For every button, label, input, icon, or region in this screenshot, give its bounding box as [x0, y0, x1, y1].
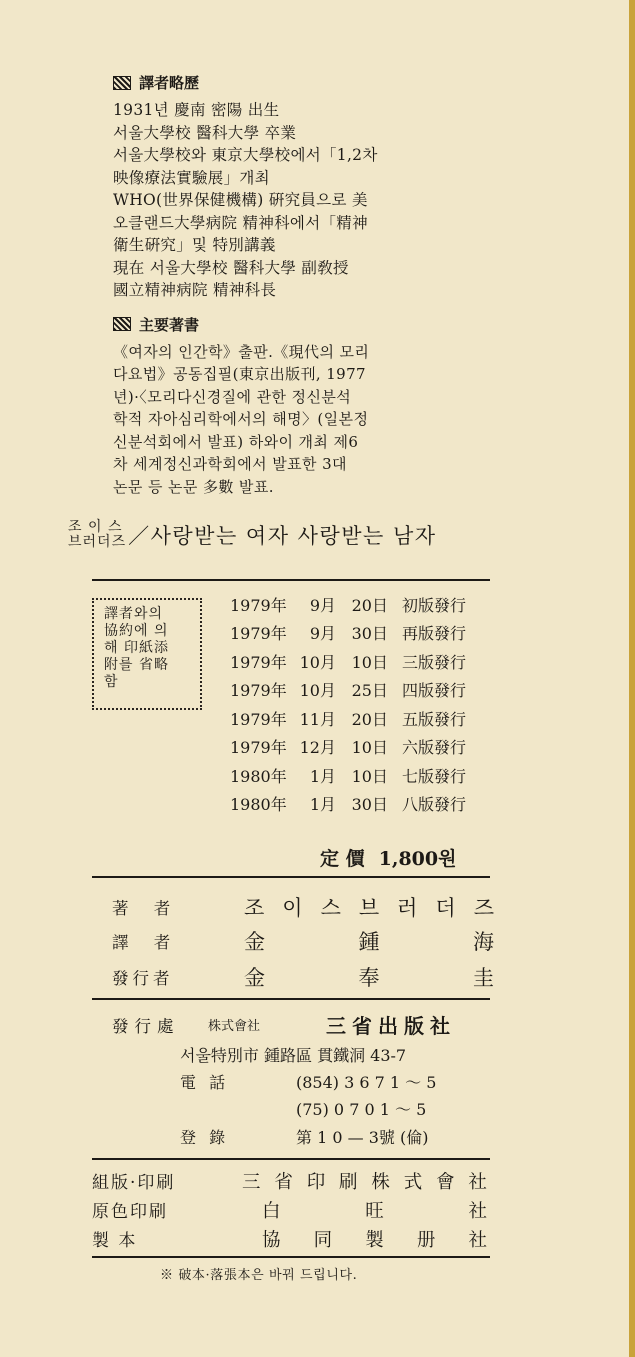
- bio-line: 서울大學校 醫科大學 卒業: [113, 123, 297, 142]
- production-value: [242, 1226, 487, 1252]
- divider: [92, 579, 490, 581]
- credit-char: 러: [397, 896, 418, 920]
- edition-day: 25日: [351, 681, 388, 701]
- author-name-bottom: 브러더즈: [68, 534, 127, 550]
- edition-year: 1979年: [230, 652, 287, 672]
- seal-note-line: 함: [104, 674, 119, 690]
- edition-row: [230, 590, 495, 619]
- production-value: [242, 1197, 487, 1223]
- address-text: 서울特別市 鍾路區 貫鐵洞 43-7: [180, 1046, 407, 1065]
- production-char: 印: [306, 1172, 326, 1193]
- credit-char: 즈: [473, 896, 494, 920]
- translator-bio: [113, 72, 485, 498]
- translator-credit: [112, 926, 494, 956]
- works-heading: [113, 314, 485, 335]
- author-credit-value: [196, 892, 494, 922]
- edition-label: 五版發行: [402, 709, 467, 729]
- registration-label: 登 錄: [180, 1128, 230, 1147]
- bio-line: 서울大學校와 東京大學校에서「1,2차: [113, 146, 378, 164]
- credit-char: 圭: [473, 966, 494, 990]
- translator-credit-label: 譯 者: [112, 933, 181, 952]
- production-char: 社: [468, 1172, 487, 1193]
- edition-label: 再版發行: [402, 624, 467, 644]
- edition-label: 三版發行: [402, 652, 467, 672]
- production-char: 白: [262, 1201, 281, 1222]
- publisher-credit: [112, 962, 494, 992]
- works-line: 년)·〈모리다신경질에 관한 정신분석: [113, 387, 352, 406]
- address: [180, 1043, 490, 1066]
- registration-number: 第 1 0 — 3號 (倫): [296, 1128, 429, 1147]
- edition-row: [230, 790, 495, 819]
- edition-month: 12月: [299, 738, 336, 758]
- credit-char: 奉: [358, 966, 380, 990]
- edition-label: 四版發行: [402, 681, 467, 701]
- phone-number-2: (75) 0 7 0 1 ～ 5: [296, 1100, 427, 1119]
- credit-char: 이: [282, 896, 303, 920]
- footnote: ※ 破本·落張本은 바꿔 드립니다.: [160, 1268, 358, 1283]
- credit-char: 스: [320, 896, 341, 920]
- credit-char: 金: [244, 966, 265, 990]
- production-char: 製: [365, 1230, 384, 1251]
- page-edge: [629, 0, 635, 1357]
- credit-char: 조: [244, 896, 265, 920]
- works-line: 논문 등 논문 多數 발표.: [113, 477, 274, 496]
- works-line: 신분석회에서 발표) 하와이 개최 제6: [113, 432, 359, 451]
- publishing-house: [112, 1010, 490, 1039]
- production-char: 社: [468, 1201, 487, 1222]
- edition-label: 六版發行: [402, 738, 467, 758]
- seal-note-line: 해 印紙添: [104, 640, 169, 656]
- edition-year: 1979年: [230, 624, 287, 644]
- edition-day: 30日: [351, 795, 388, 815]
- square-bullet-icon: [113, 317, 131, 331]
- edition-day: 10日: [351, 652, 388, 672]
- price-label: 定 價: [320, 848, 365, 870]
- square-bullet-icon: [113, 76, 131, 90]
- edition-month: 9月: [309, 624, 336, 644]
- phone-2-spacer: [180, 1097, 296, 1120]
- edition-month: 1月: [309, 766, 336, 786]
- edition-year: 1979年: [230, 738, 287, 758]
- production-char: 同: [313, 1230, 333, 1251]
- credit-char: 金: [244, 930, 265, 954]
- edition-row: [230, 676, 495, 705]
- edition-year: 1980年: [230, 795, 287, 815]
- edition-day: 20日: [351, 709, 388, 729]
- edition-day: 20日: [351, 595, 388, 615]
- edition-month: 10月: [299, 681, 336, 701]
- production-char: 册: [416, 1230, 436, 1251]
- edition-year: 1980年: [230, 766, 287, 786]
- edition-row: [230, 733, 495, 762]
- divider: [92, 1256, 490, 1258]
- production-label: 製 本: [92, 1231, 138, 1251]
- bio-line: 國立精神病院 精神科長: [113, 281, 277, 299]
- author-credit: [112, 892, 494, 922]
- author-name-top: 조 이 스: [68, 519, 123, 535]
- production-row: [92, 1197, 487, 1223]
- edition-year: 1979年: [230, 709, 287, 729]
- edition-label: 初版發行: [402, 595, 467, 615]
- edition-label: 八版發行: [402, 795, 467, 815]
- credit-char: 鍾: [358, 930, 380, 954]
- edition-day: 10日: [351, 766, 388, 786]
- edition-day: 10日: [351, 738, 388, 758]
- credit-char: 海: [473, 930, 494, 954]
- phone-1: [180, 1070, 490, 1093]
- bio-line: WHO(世界保健機構) 硏究員으로 美: [113, 191, 368, 209]
- edition-month: 11月: [299, 709, 336, 729]
- credit-char: 브: [358, 896, 380, 920]
- bio-heading: [113, 72, 485, 93]
- author-name-stack: [68, 520, 126, 550]
- production-char: 式: [403, 1172, 423, 1193]
- edition-row: [230, 619, 495, 648]
- production-label: 組版·印刷: [92, 1173, 176, 1193]
- edition-row: [230, 647, 495, 676]
- seal-note-line: 譯者와의: [104, 606, 164, 622]
- price: [320, 844, 456, 871]
- production-char: 會: [436, 1172, 455, 1193]
- translator-credit-value: [196, 926, 494, 956]
- production-char: 協: [262, 1230, 281, 1251]
- phone-label: 電 話: [180, 1073, 230, 1092]
- edition-row: [230, 704, 495, 733]
- author-credit-label: 著 者: [112, 899, 181, 918]
- works-line: 차 세계정신과학회에서 발표한 3대: [113, 455, 347, 473]
- works-heading-text: 主要著書: [139, 315, 200, 334]
- publisher-credit-label: 發行者: [112, 969, 174, 988]
- publishing-house-label: 發行處: [112, 1016, 180, 1036]
- seal-note-line: 附를 省略: [104, 657, 169, 673]
- edition-year: 1979年: [230, 595, 287, 615]
- production-char: 省: [274, 1172, 293, 1193]
- production-char: 株: [371, 1172, 390, 1193]
- bio-heading-text: 譯者略歷: [139, 74, 200, 92]
- edition-month: 1月: [309, 795, 336, 815]
- production-char: 旺: [365, 1201, 384, 1222]
- divider: [92, 876, 490, 878]
- production-char: 社: [468, 1230, 487, 1251]
- works-line: 《여자의 인간학》출판.《現代의 모리: [113, 342, 370, 361]
- edition-day: 30日: [351, 624, 388, 644]
- works-line: 다요법》공동집필(東京出版刊, 1977: [113, 365, 366, 383]
- bio-line: 오클랜드大學病院 精神科에서「精神: [113, 213, 368, 232]
- works-line: 학적 자아심리학에서의 해명〉(일본정: [113, 410, 369, 428]
- bio-lines: [113, 99, 485, 302]
- production-row: [92, 1168, 487, 1194]
- production-char: 刷: [339, 1172, 358, 1193]
- bio-line: 現在 서울大學校 醫科大學 副敎授: [113, 258, 349, 277]
- bio-line: 映像療法實驗展」개최: [113, 168, 270, 187]
- edition-year: 1979年: [230, 681, 287, 701]
- publishing-house-name: 三省出版社: [326, 1014, 456, 1038]
- edition-month: 9月: [309, 595, 336, 615]
- production-row: [92, 1226, 487, 1252]
- edition-label: 七版發行: [402, 766, 467, 786]
- production-label: 原色印刷: [92, 1202, 168, 1222]
- seal-note-line: 協約에 의: [104, 623, 169, 639]
- divider: [92, 1158, 490, 1160]
- publishing-house-corp: 株式會社: [208, 1019, 261, 1034]
- phone-number-1: (854) 3 6 7 1 ～ 5: [296, 1073, 437, 1092]
- production-value: [242, 1168, 487, 1194]
- edition-month: 10月: [299, 652, 336, 672]
- registration: [180, 1125, 490, 1148]
- bio-line: 1931년 慶南 密陽 出生: [113, 101, 280, 119]
- works-text: [113, 341, 485, 499]
- divider: [92, 998, 490, 1000]
- edition-row: [230, 761, 495, 790]
- book-title: ／사랑받는 여자 사랑받는 남자: [128, 524, 437, 548]
- price-value: 1,800원: [378, 848, 457, 870]
- seal-note-box: [92, 598, 202, 710]
- publisher-credit-value: [196, 962, 494, 992]
- bio-line: 衛生硏究」및 特別講義: [113, 236, 276, 254]
- credit-char: 더: [435, 896, 456, 920]
- edition-history: [230, 590, 495, 818]
- book-title-row: [68, 520, 437, 550]
- phone-2: [180, 1097, 490, 1120]
- production-char: 三: [242, 1172, 261, 1193]
